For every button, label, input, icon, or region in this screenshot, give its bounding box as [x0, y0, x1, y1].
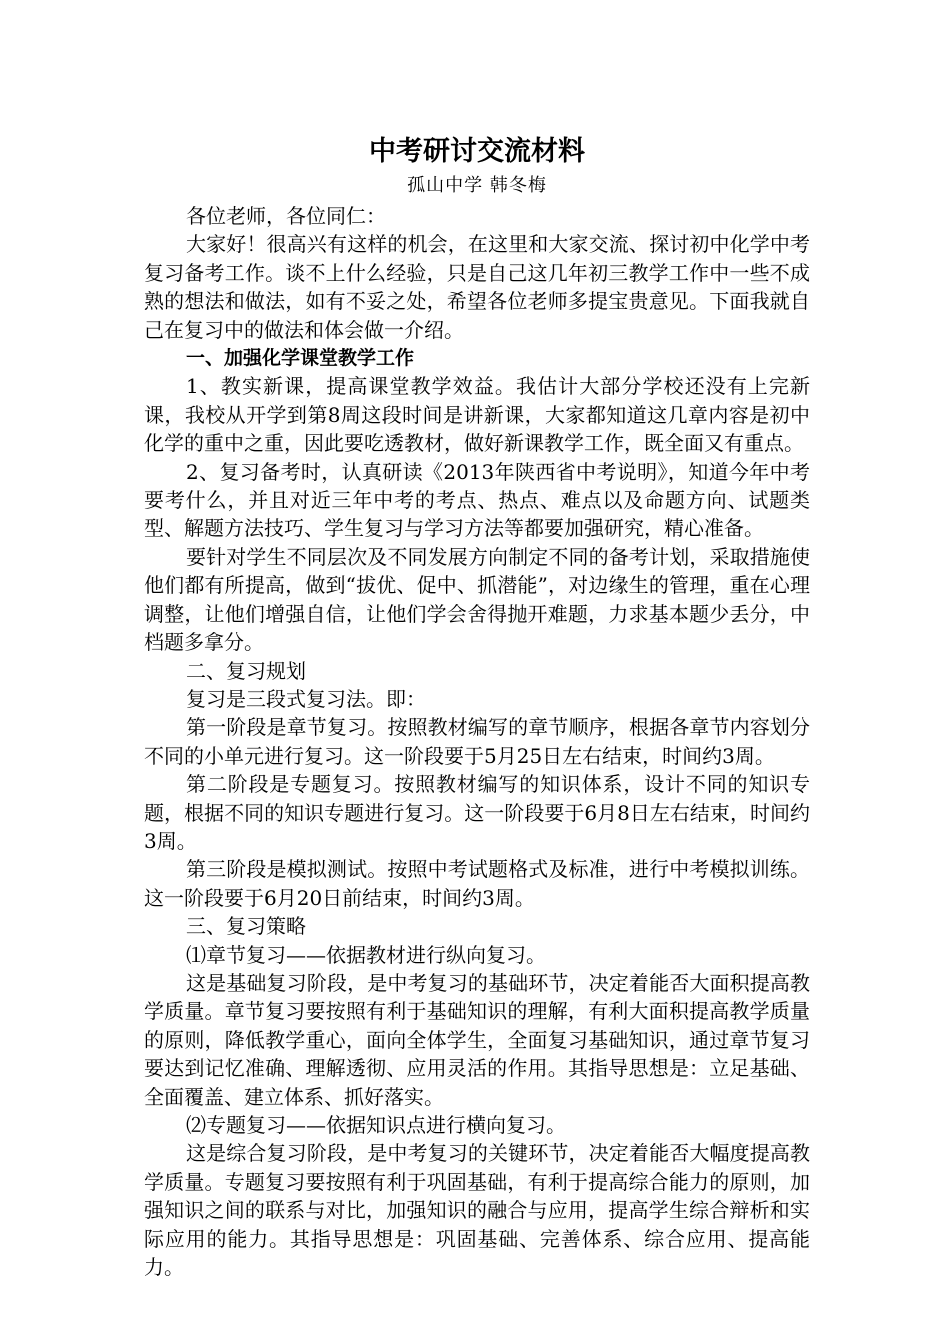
body-paragraph: 这是基础复习阶段，是中考复习的基础环节，决定着能否大面积提高教学质量。章节复习要按照有利于基础知识的理解，有利大面积提高教学质量的原则，降低教学重心，面向全体学生，全面复习基础知识，通过章节复习要达到记忆准确、理解透彻、应用灵活的作用。其指导思想是：立足基础、全面覆盖、建立体系、抓好落实。	[144, 970, 810, 1109]
body-paragraph: 这是综合复习阶段，是中考复习的关键环节，决定着能否大幅度提高教学质量。专题复习要按照有利于巩固基础，有利于提高综合能力的原则，加强知识之间的联系与对比，加强知识的融合与应用，提高学生综合辩析和实际应用的能力。其指导思想是：巩固基础、完善体系、综合应用、提高能力。	[144, 1141, 810, 1280]
body-paragraph: ⑴章节复习——依据教材进行纵向复习。	[186, 942, 546, 967]
body-paragraph: 第一阶段是章节复习。按照教材编写的章节顺序，根据各章节内容划分不同的小单元进行复习。这一阶段要于5月25日左右结束，时间约3周。	[144, 715, 810, 768]
body-paragraph: 三、复习策略	[186, 914, 306, 939]
body-paragraph: 第三阶段是模拟测试。按照中考试题格式及标准，进行中考模拟训练。这一阶段要于6月20日前结束，时间约3周。	[144, 857, 810, 910]
body-paragraph: 要针对学生不同层次及不同发展方向制定不同的备考计划，采取措施使他们都有所提高，做到“拔优、促中、抓潜能”，对边缘生的管理，重在心理调整，让他们增强自信，让他们学会舍得抛开难题，力求基本题少丢分，中档题多拿分。	[144, 544, 810, 655]
body-paragraph: ⑵专题复习——依据知识点进行横向复习。	[186, 1113, 566, 1137]
document-title: 中考研讨交流材料	[369, 136, 585, 167]
document-author: 孤山中学 韩冬梅	[407, 175, 547, 196]
document-page	[144, 132, 810, 1281]
section-heading: 一、加强化学课堂教学工作	[186, 347, 415, 370]
body-paragraph: 大家好！很高兴有这样的机会，在这里和大家交流、探讨初中化学中考复习备考工作。谈不上什么经验，只是自己这几年初三教学工作中一些不成熟的想法和做法，如有不妥之处，希望各位老师多提宝贵意见。下面我就自己在复习中的做法和体会做一介绍。	[144, 232, 810, 342]
document-body	[144, 202, 810, 1281]
body-paragraph: 2、复习备考时，认真研读《2013年陕西省中考说明》，知道今年中考要考什么，并且对近三年中考的考点、热点、难点以及命题方向、试题类型、解题方法技巧、学生复习与学习方法等都要加强研究，精心准备。	[144, 459, 810, 541]
body-paragraph: 第二阶段是专题复习。按照教材编写的知识体系，设计不同的知识专题，根据不同的知识专题进行复习。这一阶段要于6月8日左右结束，时间约3周。	[144, 772, 810, 853]
body-paragraph: 1、教实新课，提高课堂教学效益。我估计大部分学校还没有上完新课，我校从开学到第8周这段时间是讲新课，大家都知道这几章内容是初中化学的重中之重，因此要吃透教材，做好新课教学工作，既全面又有重点。	[144, 374, 810, 456]
body-paragraph: 各位老师，各位同仁：	[186, 204, 386, 228]
body-paragraph: 复习是三段式复习法。即：	[186, 686, 426, 711]
body-paragraph: 二、复习规划	[186, 658, 306, 683]
